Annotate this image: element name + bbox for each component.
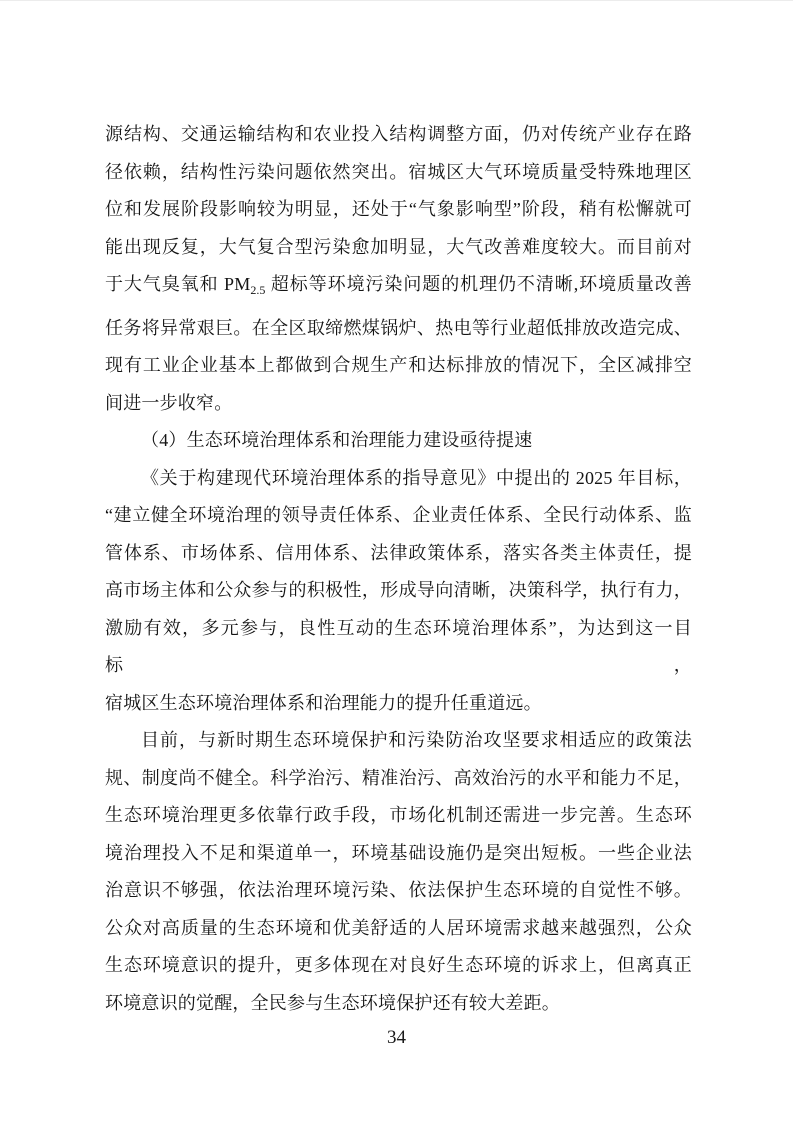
- text-line: 《关于构建现代环境治理体系的指导意见》中提出的 2025 年目标，: [141, 467, 692, 488]
- paragraph: [105, 116, 692, 422]
- text-line: 现有工业企业基本上都做到合规生产和达标排放的情况下，全区减排空: [105, 355, 692, 375]
- text-line: 生态环境治理更多依靠行政手段，市场化机制还需进一步完善。生态环: [105, 805, 692, 825]
- text-line: 规、制度尚不健全。科学治污、精准治污、高效治污的水平和能力不足，: [105, 767, 692, 788]
- text-line: “建立健全环境治理的领导责任体系、企业责任体系、全民行动体系、监: [105, 505, 692, 525]
- text-line: 环境意识的觉醒，全民参与生态环境保护还有较大差距。: [105, 992, 560, 1013]
- text-line: 公众对高质量的生态环境和优美舒适的人居环境需求越来越强烈，公众: [105, 917, 692, 938]
- page-number: 34: [387, 1027, 406, 1048]
- text-line: 境治理投入不足和渠道单一，环境基础设施仍是突出短板。一些企业法: [105, 842, 692, 863]
- text-line: 径依赖，结构性污染问题依然突出。宿城区大气环境质量受特殊地理区: [105, 161, 692, 182]
- text-run: 超标等环境污染问题的机理仍不清晰,环境质量改善: [265, 274, 692, 294]
- paragraph: [105, 460, 692, 723]
- text-line: 激励有效，多元参与，良性互动的生态环境治理体系”，为达到这一目标，: [105, 617, 692, 675]
- text-line: [105, 266, 692, 310]
- text-line: 宿城区生态环境治理体系和治理能力的提升任重道远。: [105, 692, 542, 713]
- text-line: 位和发展阶段影响较为明显，还处于“气象影响型”阶段，稍有松懈就可: [105, 199, 692, 219]
- text-line: 生态环境意识的提升，更多体现在对良好生态环境的诉求上，但离真正: [105, 955, 692, 975]
- paragraph: [105, 722, 692, 1022]
- pm25-subscript: 2.5: [250, 283, 266, 297]
- text-line: 高市场主体和公众参与的积极性，形成导向清晰，决策科学，执行有力，: [105, 580, 692, 600]
- text-line: 管体系、市场体系、信用体系、法律政策体系，落实各类主体责任，提: [105, 542, 692, 563]
- text-line: 治意识不够强，依法治理环境污染、依法保护生态环境的自觉性不够。: [105, 880, 692, 900]
- text-line: 目前，与新时期生态环境保护和污染防治攻坚要求相适应的政策法: [141, 730, 692, 750]
- text-line: （4）生态环境治理体系和治理能力建设亟待提速: [141, 430, 533, 450]
- text-block: [105, 116, 692, 1022]
- text-run: 于大气臭氧和 PM: [105, 274, 251, 294]
- text-line: 间进一步收窄。: [105, 392, 233, 413]
- text-line: 任务将异常艰巨。在全区取缔燃煤锅炉、热电等行业超低排放改造完成、: [105, 317, 692, 338]
- section-heading: [105, 422, 692, 460]
- text-line: 能出现反复，大气复合型污染愈加明显，大气改善难度较大。而目前对: [105, 236, 692, 257]
- text-line: 源结构、交通运输结构和农业投入结构调整方面，仍对传统产业存在路: [105, 124, 692, 144]
